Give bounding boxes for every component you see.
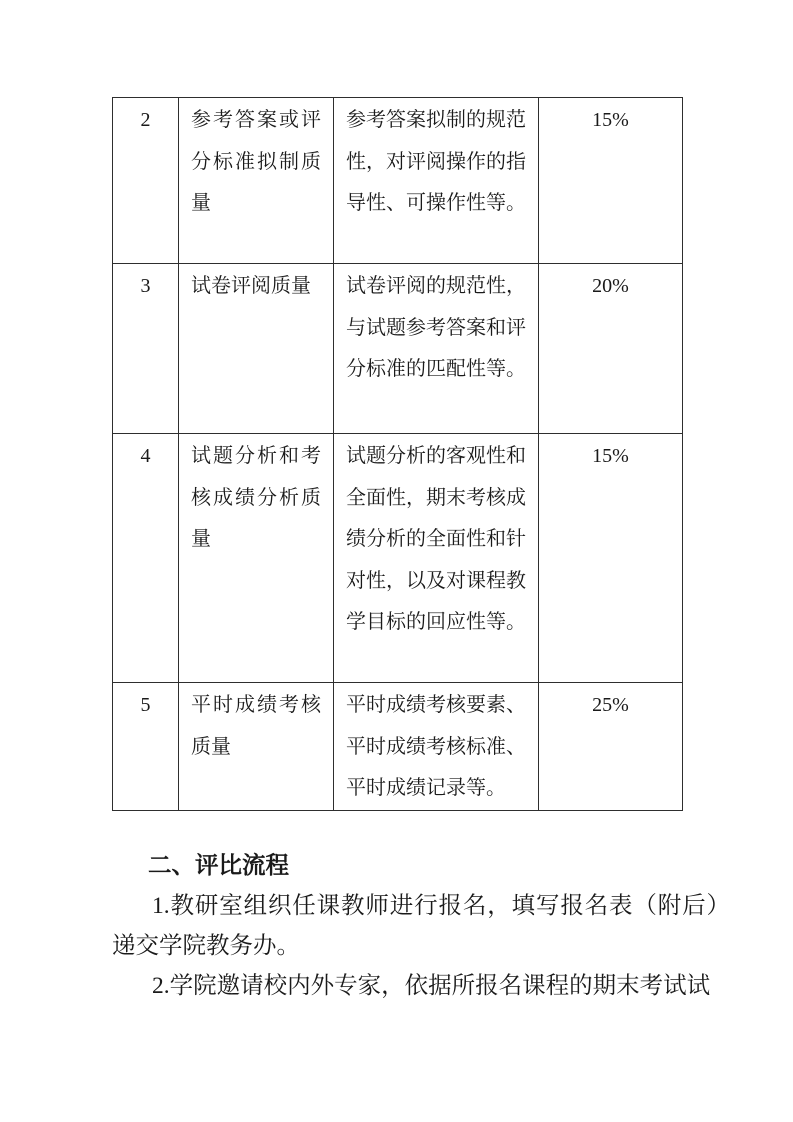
- table-row: [113, 264, 683, 434]
- row-number-cell: 3: [113, 264, 179, 434]
- weight-cell: 20%: [539, 264, 683, 434]
- paragraph-1: 1.教研室组织任课教师进行报名，填写报名表（附后）递交学院教务办。: [112, 893, 730, 959]
- weight-cell: 15%: [539, 434, 683, 683]
- item-name-cell: 试题分析和考核成绩分析质量: [179, 434, 334, 683]
- row-number-cell: 4: [113, 434, 179, 683]
- paragraph-2: 2.学院邀请校内外专家，依据所报名课程的期末考试试: [152, 973, 711, 999]
- item-name-cell: 参考答案或评分标准拟制质量: [179, 98, 334, 264]
- item-name-cell: 试卷评阅质量: [179, 264, 334, 434]
- weight-cell: 25%: [539, 683, 683, 811]
- item-detail-cell: 平时成绩考核要素、平时成绩考核标准、平时成绩记录等。: [334, 683, 539, 811]
- evaluation-criteria-table: [112, 97, 683, 811]
- table-row: [113, 683, 683, 811]
- table-row: [113, 98, 683, 264]
- section-heading: 二、评比流程: [148, 853, 289, 879]
- table-row: [113, 434, 683, 683]
- item-detail-cell: 试题分析的客观性和全面性，期末考核成绩分析的全面性和针对性，以及对课程教学目标的回应性等。: [334, 434, 539, 683]
- body-text-block: [112, 846, 730, 1006]
- item-detail-cell: 试卷评阅的规范性，与试题参考答案和评分标准的匹配性等。: [334, 264, 539, 434]
- row-number-cell: 5: [113, 683, 179, 811]
- item-name-cell: 平时成绩考核质量: [179, 683, 334, 811]
- weight-cell: 15%: [539, 98, 683, 264]
- item-detail-cell: 参考答案拟制的规范性，对评阅操作的指导性、可操作性等。: [334, 98, 539, 264]
- row-number-cell: 2: [113, 98, 179, 264]
